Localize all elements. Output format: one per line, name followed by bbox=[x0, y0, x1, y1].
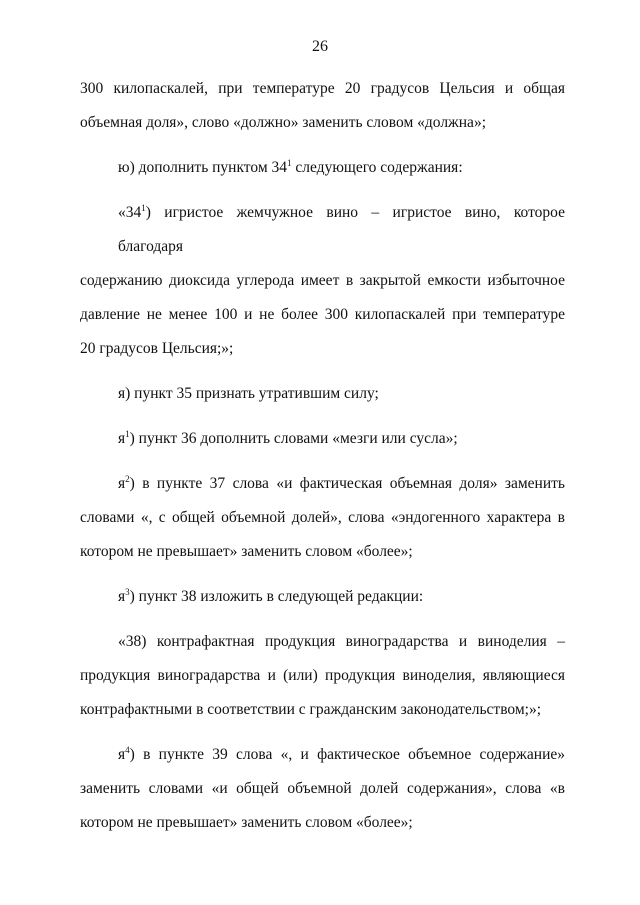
text-line: 20 градусов Цельсия;»; bbox=[80, 340, 234, 357]
paragraph bbox=[80, 72, 565, 140]
text-line: содержанию диоксида углерода имеет в закрытой емкости избыточное bbox=[80, 272, 565, 289]
text-segment: «34 bbox=[118, 204, 142, 221]
paragraph bbox=[80, 580, 565, 614]
paragraph bbox=[80, 625, 565, 727]
paragraph bbox=[80, 467, 565, 569]
text-line bbox=[80, 196, 565, 264]
superscript: 1 bbox=[287, 158, 292, 168]
text-line bbox=[80, 467, 565, 501]
paragraph bbox=[80, 422, 565, 456]
text-segment: я bbox=[118, 430, 126, 447]
text-segment: ) в пункте 39 слова «, и фактическое объемное содержание» bbox=[129, 746, 565, 763]
text-segment: ) игристое жемчужное вино – игристое вино, которое благодаря bbox=[118, 204, 565, 255]
text-line bbox=[80, 738, 565, 772]
paragraph bbox=[80, 738, 565, 840]
paragraph bbox=[80, 151, 565, 185]
text-segment: я bbox=[118, 746, 126, 763]
text-line: контрафактными в соответствии с гражданским законодательством;»; bbox=[80, 701, 542, 718]
text-line: котором не превышает» заменить словом «более»; bbox=[80, 543, 413, 560]
superscript: 1 bbox=[125, 429, 130, 439]
text-line: котором не превышает» заменить словом «более»; bbox=[80, 814, 413, 831]
superscript: 4 bbox=[125, 745, 130, 755]
text-line: заменить словами «и общей объемной долей содержания», слова «в bbox=[80, 780, 565, 797]
text-line: давление не менее 100 и не более 300 килопаскалей при температуре bbox=[80, 306, 565, 323]
text-segment: ) в пункте 37 слова «и фактическая объемная доля» заменить bbox=[129, 475, 565, 492]
text-segment: ) пункт 38 изложить в следующей редакции: bbox=[129, 588, 424, 605]
text-segment: ) пункт 36 дополнить словами «мезги или сусла»; bbox=[129, 430, 458, 447]
text-segment: я bbox=[118, 588, 126, 605]
text-line: словами «, с общей объемной долей», слова «эндогенного характера в bbox=[80, 509, 565, 526]
text-line: объемная доля», слово «должно» заменить словом «должна»; bbox=[80, 114, 486, 131]
superscript: 2 bbox=[125, 474, 130, 484]
document-body bbox=[80, 72, 565, 851]
page-number: 26 bbox=[312, 38, 328, 55]
text-line: «38) контрафактная продукция виноградарства и виноделия – bbox=[118, 633, 565, 650]
text-segment: ю) дополнить пунктом 34 bbox=[118, 159, 288, 176]
text-line: продукция виноградарства и (или) продукция виноделия, являющиеся bbox=[80, 667, 565, 684]
paragraph bbox=[80, 196, 565, 366]
text-segment: я bbox=[118, 475, 126, 492]
text-segment: следующего содержания: bbox=[291, 159, 463, 176]
superscript: 3 bbox=[125, 587, 130, 597]
superscript: 1 bbox=[141, 203, 146, 213]
paragraph: я) пункт 35 признать утратившим силу; bbox=[118, 385, 379, 402]
text-line: 300 килопаскалей, при температуре 20 градусов Цельсия и общая bbox=[80, 80, 565, 97]
